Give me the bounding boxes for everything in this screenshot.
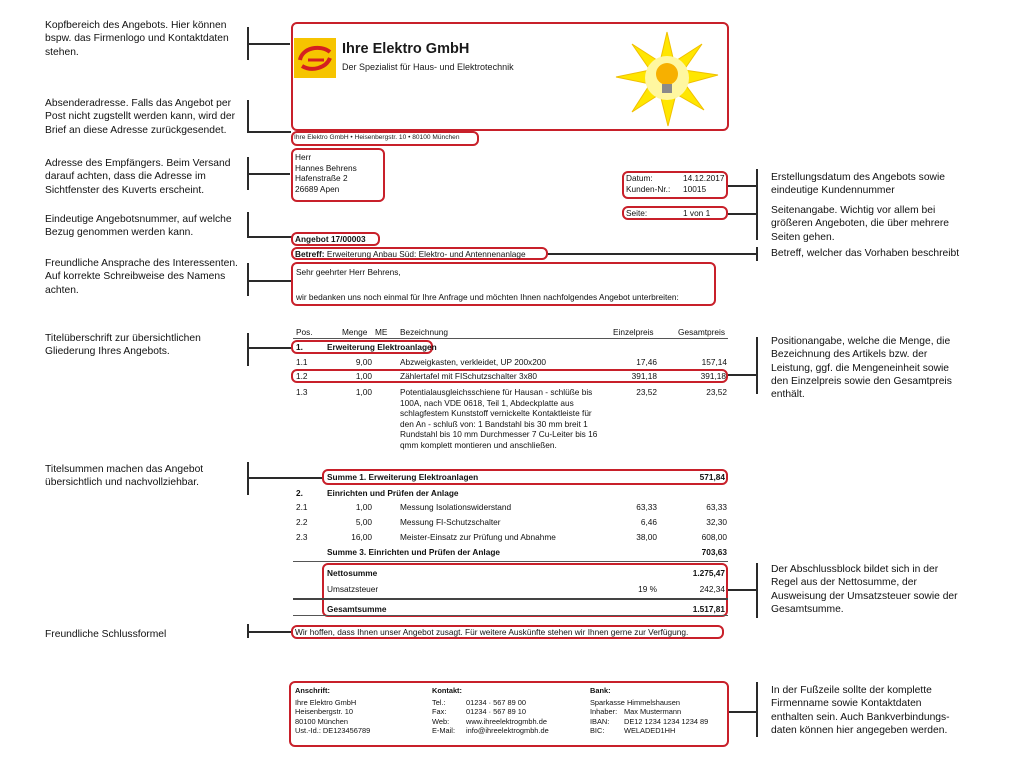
annotation-fusszeile: In der Fußzeile sollte der komplette Firmenname sowie Kontaktdaten enthalten sein. Auch Bankverbindungs-daten können hier angegeben werden. xyxy=(771,685,950,736)
sum1-value: 571,84 xyxy=(699,472,725,482)
title2-pos: 2. xyxy=(296,488,303,498)
row-gesamtpreis: 63,33 xyxy=(706,502,727,512)
annotation-abschluss: Der Abschlussblock bildet sich in der Regel aus der Nettosumme, der Ausweisung der Umsatzsteuer sowie der Gesamtsumme. xyxy=(771,564,958,615)
netto-label: Nettosumme xyxy=(327,568,378,578)
row-pos: 1.3 xyxy=(296,387,308,397)
recipient-line: Hafenstraße 2 xyxy=(295,173,348,184)
row-einzelpreis: 17,46 xyxy=(636,357,657,367)
footer-line: Ihre Elektro GmbH xyxy=(295,697,357,707)
sum1-label: Summe 1. Erweiterung Elektroanlagen xyxy=(327,472,479,482)
customer-value: 10015 xyxy=(683,184,707,194)
row-pos: 1.2 xyxy=(296,371,308,381)
footer-line: Ust.-Id.: DE123456789 xyxy=(295,726,371,736)
recipient-line: Hannes Behrens xyxy=(295,162,357,173)
col-header-gesamtpreis: Gesamtpreis xyxy=(678,327,726,337)
row-einzelpreis: 23,52 xyxy=(636,387,657,397)
offer-number: Angebot 17/00003 xyxy=(295,234,366,244)
recipient-line: Herr xyxy=(295,152,312,162)
row-bezeichnung: Meister-Einsatz zur Prüfung und Abnahme xyxy=(400,532,556,542)
netto-value: 1.275,47 xyxy=(692,568,725,578)
col-header-bezeichnung: Bezeichnung xyxy=(400,327,448,337)
col-header-pos: Pos. xyxy=(296,327,313,337)
recipient-address xyxy=(295,152,357,194)
table-header-rule xyxy=(293,338,728,339)
sum2-value: 703,63 xyxy=(701,547,727,557)
totals-rule-top xyxy=(293,561,728,562)
annotation-empfaenger: Adresse des Empfängers. Beim Versand darauf achten, dass die Adresse im Sichtfenster des Kuverts erscheint. xyxy=(45,158,231,196)
row-bezeichnung: Potentialausgleichsschiene für Hausan - schlüße bis 100A, nach VDE 0618, Teil 1, Abdeckplatte aus schlagfestem Kunststoff vernickelte Kontaktleiste für den An - schluß von: 1 Bandstahl bis 30 mm breit 1 Rundstahl bis 10 mm Durchmesser 7 Cu-Leiter bis 16 qmm komplett montieren und anschließen. xyxy=(400,387,598,450)
annotation-ansprache: Freundliche Ansprache des Interessenten. Auf korrekte Schreibweise des Namens achten. xyxy=(45,258,238,296)
row-einzelpreis: 6,46 xyxy=(640,517,657,527)
row-einzelpreis: 38,00 xyxy=(636,532,657,542)
gesamt-label: Gesamtsumme xyxy=(327,604,387,614)
annotation-angebotsnummer: Eindeutige Angebotsnummer, auf welche Bezug genommen werden kann. xyxy=(45,214,232,239)
totals-rule xyxy=(293,598,728,600)
subject-text: Erweiterung Anbau Süd: Elektro- und Antennenanlage xyxy=(326,249,526,259)
intro-text: wir bedanken uns noch einmal für Ihre Anfrage und möchten Ihnen nachfolgendes Angebot unterbreiten: xyxy=(296,292,679,302)
subject xyxy=(295,249,526,260)
row-bezeichnung: Zählertafel mit FISchutzschalter 3x80 xyxy=(400,371,537,381)
annotation-seite: Seitenangabe. Wichtig vor allem bei größeren Angeboten, die über mehrere Seiten gehen. xyxy=(771,205,950,243)
sum2-label: Summe 3. Einrichten und Prüfen der Anlage xyxy=(327,547,501,557)
company-tagline: Der Spezialist für Haus- und Elektrotechnik xyxy=(342,62,514,72)
footer-line: Fax: 01234 · 567 89 10 xyxy=(432,707,526,717)
col-header-einzelpreis: Einzelpreis xyxy=(613,327,654,337)
annotation-titel: Titelüberschrift zur übersichtlichen Gliederung Ihres Angebots. xyxy=(45,333,201,358)
footer-line: 80100 München xyxy=(295,716,349,726)
footer-bank xyxy=(590,686,708,736)
company-logo xyxy=(294,38,336,78)
row-menge: 1,00 xyxy=(355,387,372,397)
row-pos: 2.2 xyxy=(296,517,308,527)
row-gesamtpreis: 157,14 xyxy=(701,357,727,367)
row-gesamtpreis: 23,52 xyxy=(706,387,727,397)
footer-line: Web: www.ihreelektrogmbh.de xyxy=(432,716,547,726)
closing-text: Wir hoffen, dass Ihnen unser Angebot zusagt. Für weitere Auskünfte stehen wir Ihnen gerne zur Verfügung. xyxy=(295,627,689,637)
footer-anschrift xyxy=(295,686,370,736)
row-bezeichnung: Abzweigkasten, verkleidet, UP 200x200 xyxy=(400,357,547,367)
row-menge: 5,00 xyxy=(355,517,372,527)
title1-text: Erweiterung Elektroanlagen xyxy=(327,342,437,352)
footer-kontakt-title: Kontakt: xyxy=(432,686,462,695)
page-value: 1 von 1 xyxy=(683,208,711,218)
row-pos: 1.1 xyxy=(296,357,308,367)
totals-rule-bottom xyxy=(293,615,728,616)
footer-line: IBAN: DE12 1234 1234 1234 89 xyxy=(590,716,709,726)
sun-lightbulb-icon xyxy=(612,30,722,128)
row-menge: 9,00 xyxy=(355,357,372,367)
row-bezeichnung: Messung FI-Schutzschalter xyxy=(400,517,501,527)
footer-line: Tel.: 01234 · 567 89 00 xyxy=(432,697,526,707)
footer-line: Sparkasse Himmelshausen xyxy=(590,697,680,707)
footer-line: Inhaber: Max Mustermann xyxy=(590,707,682,717)
annotation-datum: Erstellungsdatum des Angebots sowie eindeutige Kundennummer xyxy=(771,172,946,197)
greeting: Sehr geehrter Herr Behrens, xyxy=(296,267,401,277)
company-name: Ihre Elektro GmbH xyxy=(342,41,470,57)
footer-bank-title: Bank: xyxy=(590,686,611,695)
row-gesamtpreis: 608,00 xyxy=(701,532,727,542)
row-gesamtpreis: 32,30 xyxy=(706,517,727,527)
row-einzelpreis: 391,18 xyxy=(631,371,657,381)
row-menge: 1,00 xyxy=(355,371,372,381)
footer-line: Heisenbergstr. 10 xyxy=(295,707,353,717)
gesamt-value: 1.517,81 xyxy=(692,604,725,614)
annotation-titelsummen: Titelsummen machen das Angebot übersichtlich und nachvollziehbar. xyxy=(45,464,204,489)
annotation-betreff: Betreff, welcher das Vorhaben beschreibt xyxy=(771,248,960,259)
customer-label: Kunden-Nr.: xyxy=(626,184,671,194)
footer-anschrift-title: Anschrift: xyxy=(295,686,330,695)
title2-text: Einrichten und Prüfen der Anlage xyxy=(327,488,459,498)
subject-label: Betreff: xyxy=(295,249,325,259)
date-value: 14.12.2017 xyxy=(683,173,725,183)
ust-rate: 19 % xyxy=(638,584,657,594)
ust-value: 242,34 xyxy=(699,584,725,594)
row-gesamtpreis: 391,18 xyxy=(700,371,726,381)
ust-label: Umsatzsteuer xyxy=(327,584,379,594)
page-label: Seite: xyxy=(626,208,648,218)
row-menge: 1,00 xyxy=(355,502,372,512)
annotation-schlussformel: Freundliche Schlussformel xyxy=(45,629,167,640)
col-header-menge: Menge xyxy=(342,327,368,337)
sender-line: Ihre Elektro GmbH • Heisenbergstr. 10 • 80100 München xyxy=(294,134,460,141)
row-bezeichnung: Messung Isolationswiderstand xyxy=(400,502,512,512)
date-label: Datum: xyxy=(626,173,653,183)
row-einzelpreis: 63,33 xyxy=(636,502,657,512)
row-menge: 16,00 xyxy=(351,532,372,542)
annotation-absender: Absenderadresse. Falls das Angebot per Post nicht zugstellt werden kann, wird der Brief an diese Adresse zurückgesendet. xyxy=(45,98,236,136)
annotation-kopfbereich: Kopfbereich des Angebots. Hier können bspw. das Firmenlogo und Kontaktdaten stehen. xyxy=(45,20,229,58)
title1-pos: 1. xyxy=(296,342,303,352)
footer-line: BIC: WELADED1HH xyxy=(590,726,676,736)
footer-line: E-Mail: info@ihreelektrogmbh.de xyxy=(432,726,549,736)
col-header-me: ME xyxy=(375,327,388,337)
footer-kontakt xyxy=(432,686,549,736)
row-pos: 2.3 xyxy=(296,532,308,542)
recipient-line: 26689 Apen xyxy=(295,183,340,194)
annotation-position: Positionangabe, welche die Menge, die Bezeichnung des Artikels bzw. der Leistung, ggf. die Mengeneinheit sowie den Einzelpreis sowie den Gesamtpreis enthält. xyxy=(771,336,952,401)
row-pos: 2.1 xyxy=(296,502,308,512)
